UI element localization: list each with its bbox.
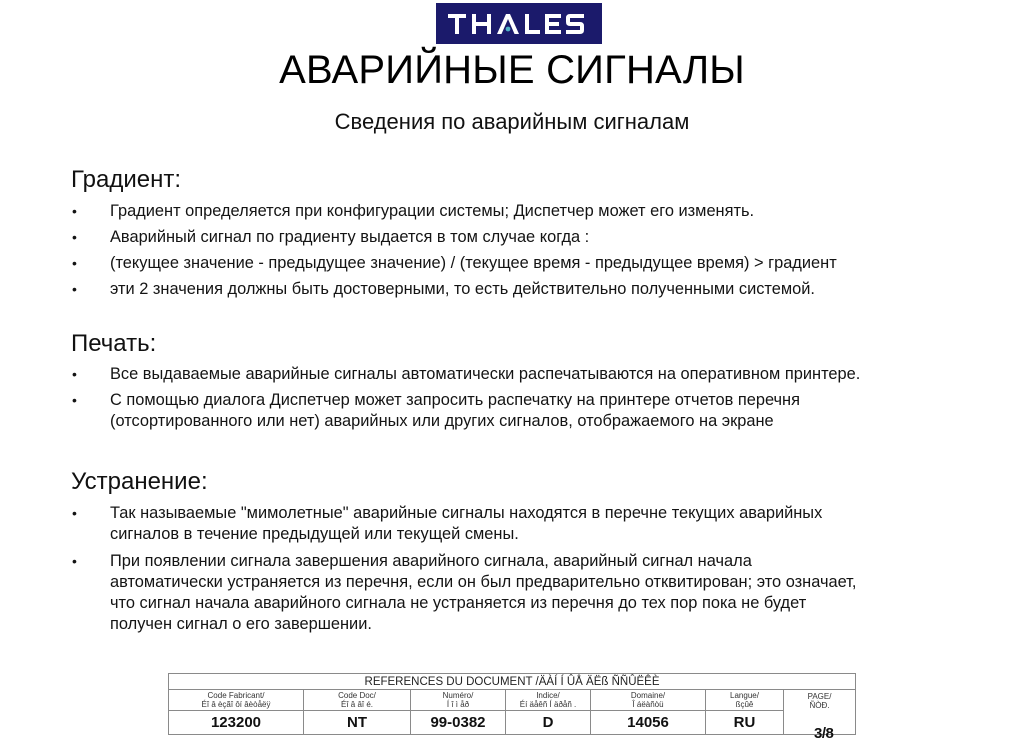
list-item: • Все выдаваемые аварийные сигналы автоматически распечатываются на оперативном принтере. (72, 365, 861, 383)
document-references-table (168, 673, 856, 735)
value-domaine: 14056 (591, 711, 706, 735)
bullet-icon: • (72, 255, 77, 271)
list-item: • (текущее значение - предыдущее значение) / (текущее время - предыдущее время) > градиент (72, 254, 837, 272)
page-subtitle: Сведения по аварийным сигналам (334, 109, 690, 134)
elimination-list (0, 503, 1024, 635)
thales-logo (436, 3, 602, 44)
bullet-icon: • (72, 505, 77, 521)
list-item: • эти 2 значения должны быть достоверными, то есть действительно полученными системой. (72, 280, 815, 298)
bullet-icon: • (72, 553, 77, 569)
label-page: PAGE/ ÑÒÐ. (784, 690, 856, 735)
thales-logo-wordmark-icon (444, 9, 594, 39)
bullet-icon: • (72, 392, 77, 408)
references-header: REFERENCES DU DOCUMENT /ÄÀÍ Í ÛÅ ÄËß ÑÑÛËÊÈ (169, 674, 856, 690)
label-domaine: Domaine/ Î áëàñòü (591, 690, 706, 711)
section-heading-print: Печать: (71, 330, 157, 357)
value-indice: D (506, 711, 591, 735)
list-item: • Так называемые "мимолетные" аварийные сигналы находятся в перечне текущих аварийных сигналов в течение предыдущей или текущей смены. (72, 504, 823, 543)
label-indice: Indice/ Éí äåêñ Í äðåñ . (506, 690, 591, 711)
bullet-icon: • (72, 281, 77, 297)
label-numero: Numéro/ Í î ì åð (411, 690, 506, 711)
list-item: • С помощью диалога Диспетчер может запросить распечатку на принтере отчетов перечня (отсортированного или нет) аварийных или других сигналов, отображаемого на экране (72, 391, 800, 430)
label-langue: Langue/ ßçûê (706, 690, 784, 711)
list-item: • Аварийный сигнал по градиенту выдается в том случае когда : (72, 228, 590, 246)
value-numero: 99-0382 (411, 711, 506, 735)
value-code-fabricant: 123200 (169, 711, 304, 735)
bullet-icon: • (72, 366, 77, 382)
gradient-list (0, 201, 1024, 300)
label-code-doc: Code Doc/ Éî â âî é. (304, 690, 411, 711)
bullet-icon: • (72, 229, 77, 245)
print-list (0, 364, 1024, 432)
value-langue: RU (706, 711, 784, 735)
references-label-row (169, 690, 856, 711)
page-title: АВАРИЙНЫЕ СИГНАЛЫ (279, 48, 745, 92)
section-heading-elimination: Устранение: (71, 468, 208, 495)
value-code-doc: NT (304, 711, 411, 735)
references-value-row (169, 711, 856, 735)
section-heading-gradient: Градиент: (71, 166, 182, 193)
label-code-fabricant: Code Fabricant/ Éî â èçãî ôí âèòåëÿ (169, 690, 304, 711)
list-item: • При появлении сигнала завершения аварийного сигнала, аварийный сигнал начала автоматически устраняется из перечня, если он был предварительно отквитирован; это означает, что сигнал начала аварийного сигнала не устраняется из перечня до тех пор пока не будет получен сигнал о его завершении. (72, 552, 857, 633)
bullet-icon: • (72, 203, 77, 219)
page-number: 3/8 (814, 725, 834, 742)
list-item: • Градиент определяется при конфигурации системы; Диспетчер может его изменять. (72, 202, 755, 220)
